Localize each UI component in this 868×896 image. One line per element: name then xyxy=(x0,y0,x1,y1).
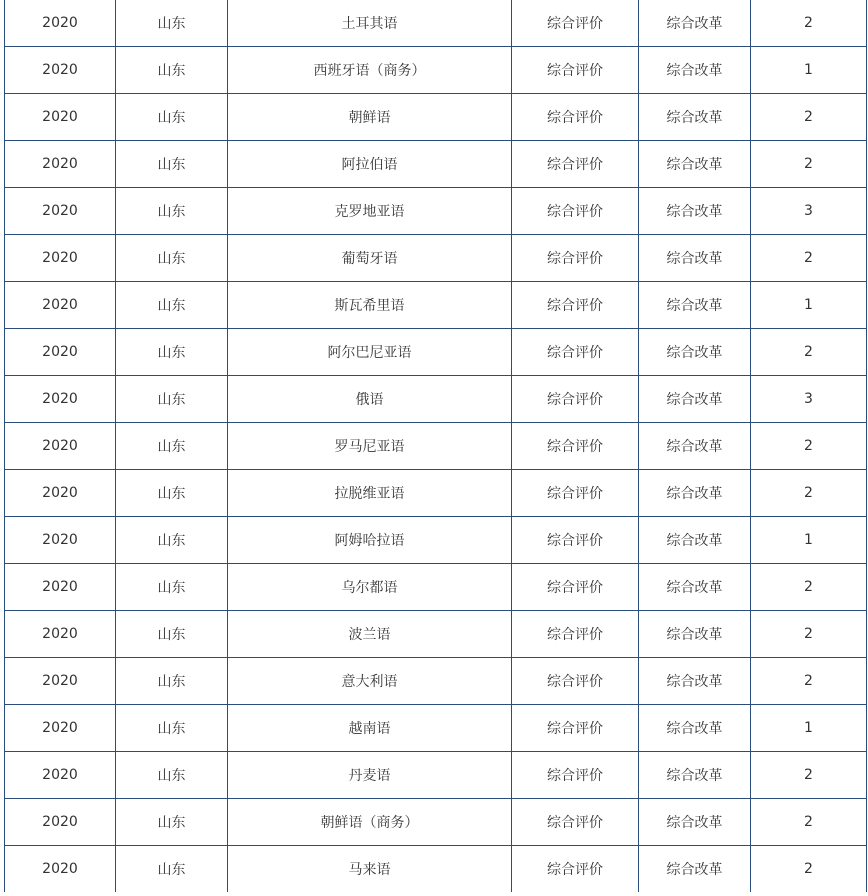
province-cell: 山东 xyxy=(116,235,228,282)
admission-type-cell: 综合评价 xyxy=(512,47,639,94)
year-cell: 2020 xyxy=(5,329,116,376)
table-body xyxy=(5,0,867,892)
count-cell: 3 xyxy=(751,376,867,423)
batch-cell: 综合改革 xyxy=(639,705,751,752)
major-cell: 朝鲜语（商务） xyxy=(228,799,512,846)
major-cell: 罗马尼亚语 xyxy=(228,423,512,470)
province-cell: 山东 xyxy=(116,0,228,47)
year-cell: 2020 xyxy=(5,94,116,141)
admission-type-cell: 综合评价 xyxy=(512,329,639,376)
admission-type-cell: 综合评价 xyxy=(512,658,639,705)
major-cell: 越南语 xyxy=(228,705,512,752)
batch-cell: 综合改革 xyxy=(639,376,751,423)
admission-type-cell: 综合评价 xyxy=(512,94,639,141)
table-row xyxy=(5,329,867,376)
count-cell: 2 xyxy=(751,752,867,799)
table-row xyxy=(5,752,867,799)
province-cell: 山东 xyxy=(116,423,228,470)
count-cell: 2 xyxy=(751,423,867,470)
batch-cell: 综合改革 xyxy=(639,564,751,611)
batch-cell: 综合改革 xyxy=(639,470,751,517)
year-cell: 2020 xyxy=(5,376,116,423)
count-cell: 1 xyxy=(751,47,867,94)
year-cell: 2020 xyxy=(5,846,116,893)
major-cell: 俄语 xyxy=(228,376,512,423)
count-cell: 3 xyxy=(751,188,867,235)
major-cell: 斯瓦希里语 xyxy=(228,282,512,329)
major-cell: 阿尔巴尼亚语 xyxy=(228,329,512,376)
batch-cell: 综合改革 xyxy=(639,517,751,564)
major-cell: 西班牙语（商务） xyxy=(228,47,512,94)
admission-type-cell: 综合评价 xyxy=(512,611,639,658)
batch-cell: 综合改革 xyxy=(639,423,751,470)
major-cell: 丹麦语 xyxy=(228,752,512,799)
province-cell: 山东 xyxy=(116,564,228,611)
admissions-table-container xyxy=(4,0,866,892)
province-cell: 山东 xyxy=(116,376,228,423)
table-row xyxy=(5,47,867,94)
year-cell: 2020 xyxy=(5,423,116,470)
year-cell: 2020 xyxy=(5,564,116,611)
admission-type-cell: 综合评价 xyxy=(512,846,639,893)
batch-cell: 综合改革 xyxy=(639,0,751,47)
batch-cell: 综合改革 xyxy=(639,846,751,893)
batch-cell: 综合改革 xyxy=(639,799,751,846)
year-cell: 2020 xyxy=(5,188,116,235)
batch-cell: 综合改革 xyxy=(639,188,751,235)
major-cell: 阿拉伯语 xyxy=(228,141,512,188)
year-cell: 2020 xyxy=(5,517,116,564)
province-cell: 山东 xyxy=(116,94,228,141)
admission-type-cell: 综合评价 xyxy=(512,376,639,423)
province-cell: 山东 xyxy=(116,282,228,329)
major-cell: 阿姆哈拉语 xyxy=(228,517,512,564)
count-cell: 1 xyxy=(751,705,867,752)
year-cell: 2020 xyxy=(5,705,116,752)
province-cell: 山东 xyxy=(116,470,228,517)
table-row xyxy=(5,282,867,329)
province-cell: 山东 xyxy=(116,329,228,376)
province-cell: 山东 xyxy=(116,705,228,752)
table-row xyxy=(5,658,867,705)
table-row xyxy=(5,235,867,282)
batch-cell: 综合改革 xyxy=(639,94,751,141)
province-cell: 山东 xyxy=(116,846,228,893)
major-cell: 土耳其语 xyxy=(228,0,512,47)
major-cell: 意大利语 xyxy=(228,658,512,705)
batch-cell: 综合改革 xyxy=(639,47,751,94)
admission-type-cell: 综合评价 xyxy=(512,564,639,611)
admission-type-cell: 综合评价 xyxy=(512,423,639,470)
year-cell: 2020 xyxy=(5,611,116,658)
major-cell: 葡萄牙语 xyxy=(228,235,512,282)
table-row xyxy=(5,423,867,470)
batch-cell: 综合改革 xyxy=(639,658,751,705)
major-cell: 乌尔都语 xyxy=(228,564,512,611)
count-cell: 2 xyxy=(751,235,867,282)
admission-type-cell: 综合评价 xyxy=(512,282,639,329)
count-cell: 2 xyxy=(751,329,867,376)
count-cell: 2 xyxy=(751,658,867,705)
admission-type-cell: 综合评价 xyxy=(512,0,639,47)
major-cell: 拉脱维亚语 xyxy=(228,470,512,517)
count-cell: 2 xyxy=(751,141,867,188)
admission-type-cell: 综合评价 xyxy=(512,517,639,564)
count-cell: 2 xyxy=(751,799,867,846)
count-cell: 2 xyxy=(751,846,867,893)
count-cell: 2 xyxy=(751,564,867,611)
table-row xyxy=(5,611,867,658)
table-row xyxy=(5,141,867,188)
table-row xyxy=(5,470,867,517)
count-cell: 2 xyxy=(751,611,867,658)
admission-type-cell: 综合评价 xyxy=(512,705,639,752)
admission-type-cell: 综合评价 xyxy=(512,799,639,846)
province-cell: 山东 xyxy=(116,611,228,658)
table-row xyxy=(5,564,867,611)
year-cell: 2020 xyxy=(5,235,116,282)
table-row xyxy=(5,0,867,47)
year-cell: 2020 xyxy=(5,799,116,846)
batch-cell: 综合改革 xyxy=(639,329,751,376)
year-cell: 2020 xyxy=(5,470,116,517)
province-cell: 山东 xyxy=(116,517,228,564)
major-cell: 马来语 xyxy=(228,846,512,893)
table-row xyxy=(5,517,867,564)
admission-type-cell: 综合评价 xyxy=(512,752,639,799)
major-cell: 波兰语 xyxy=(228,611,512,658)
province-cell: 山东 xyxy=(116,188,228,235)
table-row xyxy=(5,705,867,752)
count-cell: 2 xyxy=(751,470,867,517)
province-cell: 山东 xyxy=(116,799,228,846)
count-cell: 1 xyxy=(751,282,867,329)
admission-type-cell: 综合评价 xyxy=(512,470,639,517)
year-cell: 2020 xyxy=(5,752,116,799)
table-row xyxy=(5,846,867,893)
year-cell: 2020 xyxy=(5,658,116,705)
province-cell: 山东 xyxy=(116,141,228,188)
batch-cell: 综合改革 xyxy=(639,235,751,282)
major-cell: 朝鲜语 xyxy=(228,94,512,141)
province-cell: 山东 xyxy=(116,752,228,799)
year-cell: 2020 xyxy=(5,282,116,329)
batch-cell: 综合改革 xyxy=(639,282,751,329)
batch-cell: 综合改革 xyxy=(639,611,751,658)
table-row xyxy=(5,376,867,423)
count-cell: 2 xyxy=(751,94,867,141)
count-cell: 2 xyxy=(751,0,867,47)
batch-cell: 综合改革 xyxy=(639,141,751,188)
admission-type-cell: 综合评价 xyxy=(512,141,639,188)
year-cell: 2020 xyxy=(5,47,116,94)
table-row xyxy=(5,94,867,141)
province-cell: 山东 xyxy=(116,47,228,94)
year-cell: 2020 xyxy=(5,0,116,47)
admission-type-cell: 综合评价 xyxy=(512,188,639,235)
year-cell: 2020 xyxy=(5,141,116,188)
count-cell: 1 xyxy=(751,517,867,564)
admission-type-cell: 综合评价 xyxy=(512,235,639,282)
major-cell: 克罗地亚语 xyxy=(228,188,512,235)
table-row xyxy=(5,188,867,235)
batch-cell: 综合改革 xyxy=(639,752,751,799)
admissions-table xyxy=(4,0,867,892)
province-cell: 山东 xyxy=(116,658,228,705)
table-row xyxy=(5,799,867,846)
